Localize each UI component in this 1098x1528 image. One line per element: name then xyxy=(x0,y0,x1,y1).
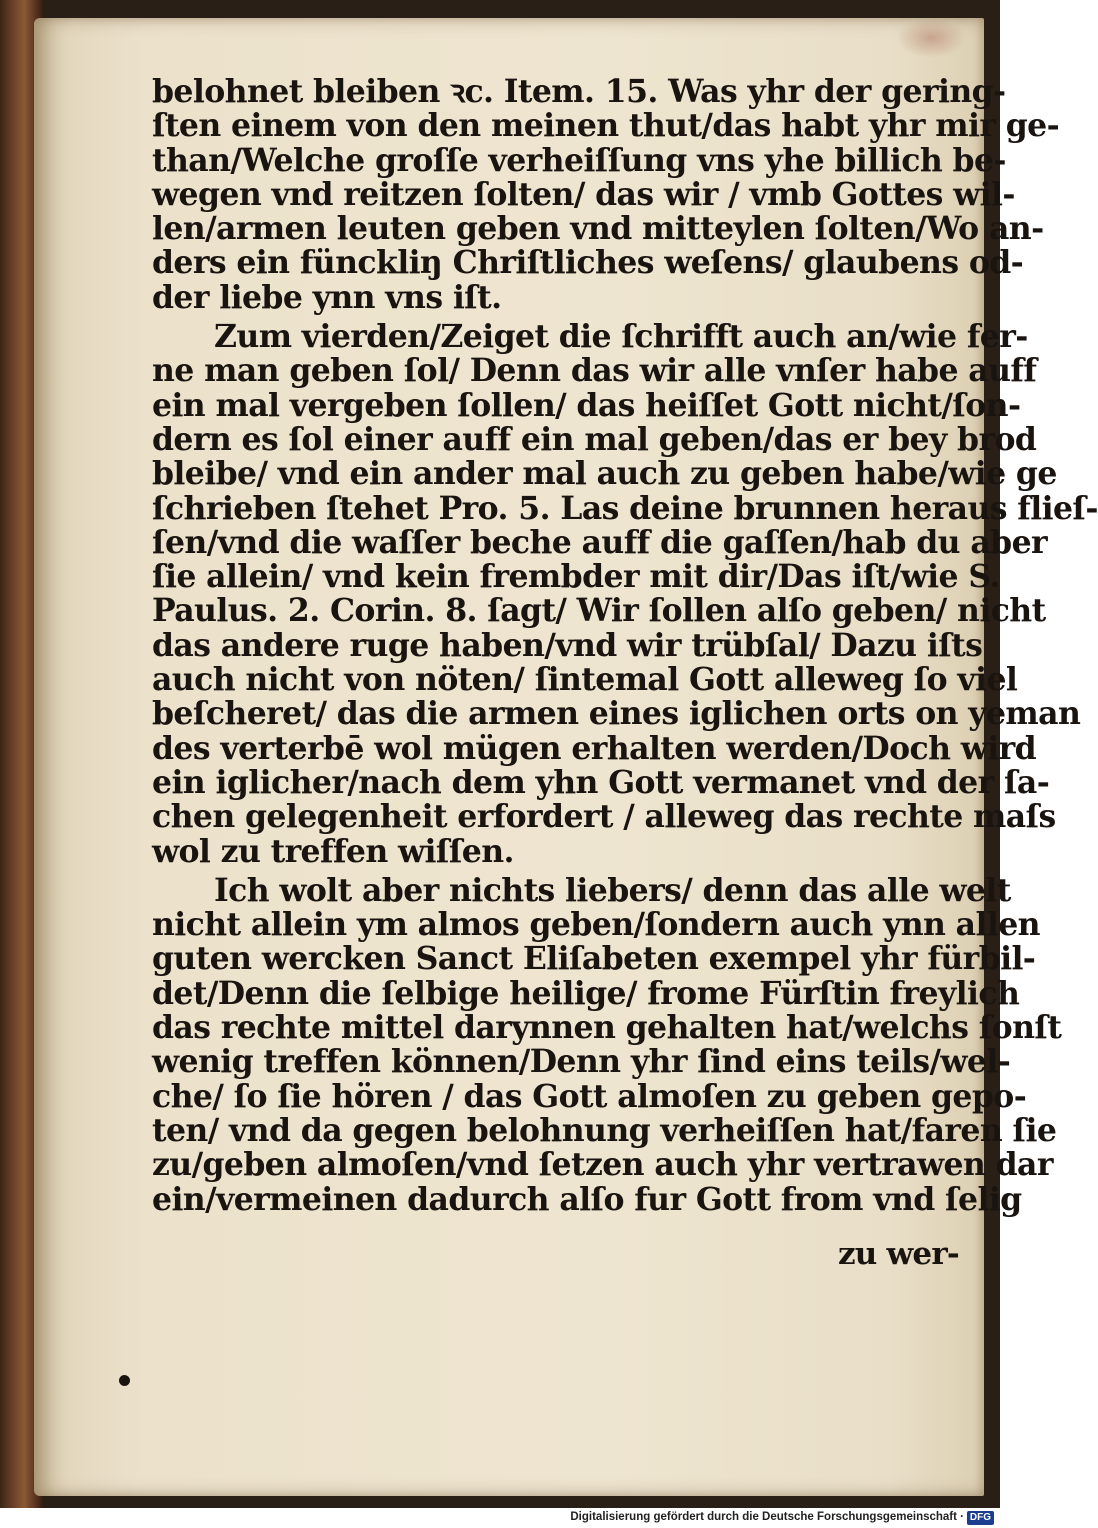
footer-bar xyxy=(0,1508,1000,1528)
text-line: ten/ vnd da gegen belohnung verheiſſen hat/faren ſie xyxy=(152,1111,1057,1149)
text-line: beſcheret/ das die armen eines iglichen orts on yeman xyxy=(152,695,1081,733)
text-line: Ich wolt aber nichts liebers/ denn das alle welt xyxy=(214,871,1011,909)
text-line: det/Denn die ſelbige heilige/ frome Fürſtin freylich xyxy=(152,974,1020,1012)
text-line: der liebe ynn vns iſt. xyxy=(152,278,502,316)
paragraph xyxy=(152,73,1060,316)
text-line: than/Welche groſſe verheiſſung vns yhe billich be‑ xyxy=(152,141,1006,179)
text-line: ſie allein/ vnd kein frembder mit dir/Das iſt/wie S. xyxy=(152,558,1000,596)
text-line: dern es ſol einer auff ein mal geben/das er bey brod xyxy=(152,420,1037,458)
text-line: Zum vierden/Zeiget die ſchrifft auch an/wie fer‑ xyxy=(214,318,1028,356)
text-line: Paulus. 2. Corin. 8. ſagt/ Wir ſollen alſo geben/ nicht xyxy=(152,592,1046,630)
text-line: ein/vermeinen dadurch alſo fur Gott from vnd ſelig xyxy=(152,1180,1022,1218)
text-line: auch nicht von nöten/ ſintemal Gott alleweg ſo viel xyxy=(152,661,1018,699)
text-line: wol zu treffen wiſſen. xyxy=(152,832,514,870)
text-line: nicht allein ym almos geben/ſondern auch ynn allen xyxy=(152,906,1040,944)
paragraph xyxy=(152,318,1098,870)
text-line: guten wercken Sanct Eliſabeten exempel yhr fürbil‑ xyxy=(152,940,1036,978)
text-line: che/ ſo ſie hören / das Gott almoſen zu geben gepo‑ xyxy=(152,1077,1027,1115)
text-line: bleibe/ vnd ein ander mal auch zu geben habe/wie ge xyxy=(152,455,1057,493)
funding-credit: Digitalisierung gefördert durch die Deutsche Forschungsgemeinschaft · xyxy=(570,1511,964,1523)
text-line: des verterbē wol mügen erhalten werden/Doch wird xyxy=(152,729,1037,767)
dfg-logo-icon: DFG xyxy=(967,1511,994,1525)
text-line: ſchrieben ſtehet Pro. 5. Las deine brunnen heraus flieſ‑ xyxy=(152,489,1098,527)
text-line: wenig treffen können/Denn yhr ſind eins teils/wel‑ xyxy=(152,1043,1011,1081)
text-line: ſten einem von den meinen thut/das habt yhr mir ge‑ xyxy=(152,107,1060,145)
text-line: das andere ruge haben/vnd wir trübſal/ Dazu iſts xyxy=(152,626,983,664)
text-line: ein mal vergeben ſollen/ das heiſſet Gott nicht/ſon‑ xyxy=(152,386,1021,424)
page-stain xyxy=(896,18,966,58)
text-line: ſen/vnd die waſſer beche auff die gaſſen/hab du aber xyxy=(152,523,1048,561)
ink-dot xyxy=(119,1375,130,1386)
text-line: ne man geben ſol/ Denn das wir alle vnſer habe auff xyxy=(152,352,1037,390)
text-line: das rechte mittel darynnen gehalten hat/welchs ſonſt xyxy=(152,1009,1062,1047)
printed-text-block xyxy=(152,73,1098,1218)
text-line: wegen vnd reitzen ſolten/ das wir / vmb Gottes wil‑ xyxy=(152,175,1015,213)
text-line: ein iglicher/nach dem yhn Gott vermanet vnd der ſa‑ xyxy=(152,763,1050,801)
text-line: belohnet bleiben ꝛc. Item. 15. Was yhr der gering‑ xyxy=(152,73,1006,110)
text-line: chen gelegenheit erfordert / alleweg das rechte maſs xyxy=(152,798,1056,836)
paragraph xyxy=(152,871,1062,1218)
catchword: zu wer‑ xyxy=(838,1236,959,1272)
text-line: ders ein fünckliŋ Chriſtliches weſens/ glaubens od‑ xyxy=(152,244,1024,282)
text-line: len/armen leuten geben vnd mitteylen ſolten/Wo an‑ xyxy=(152,210,1044,248)
text-line: zu/geben almoſen/vnd ſetzen auch yhr vertrawen dar xyxy=(152,1146,1053,1184)
